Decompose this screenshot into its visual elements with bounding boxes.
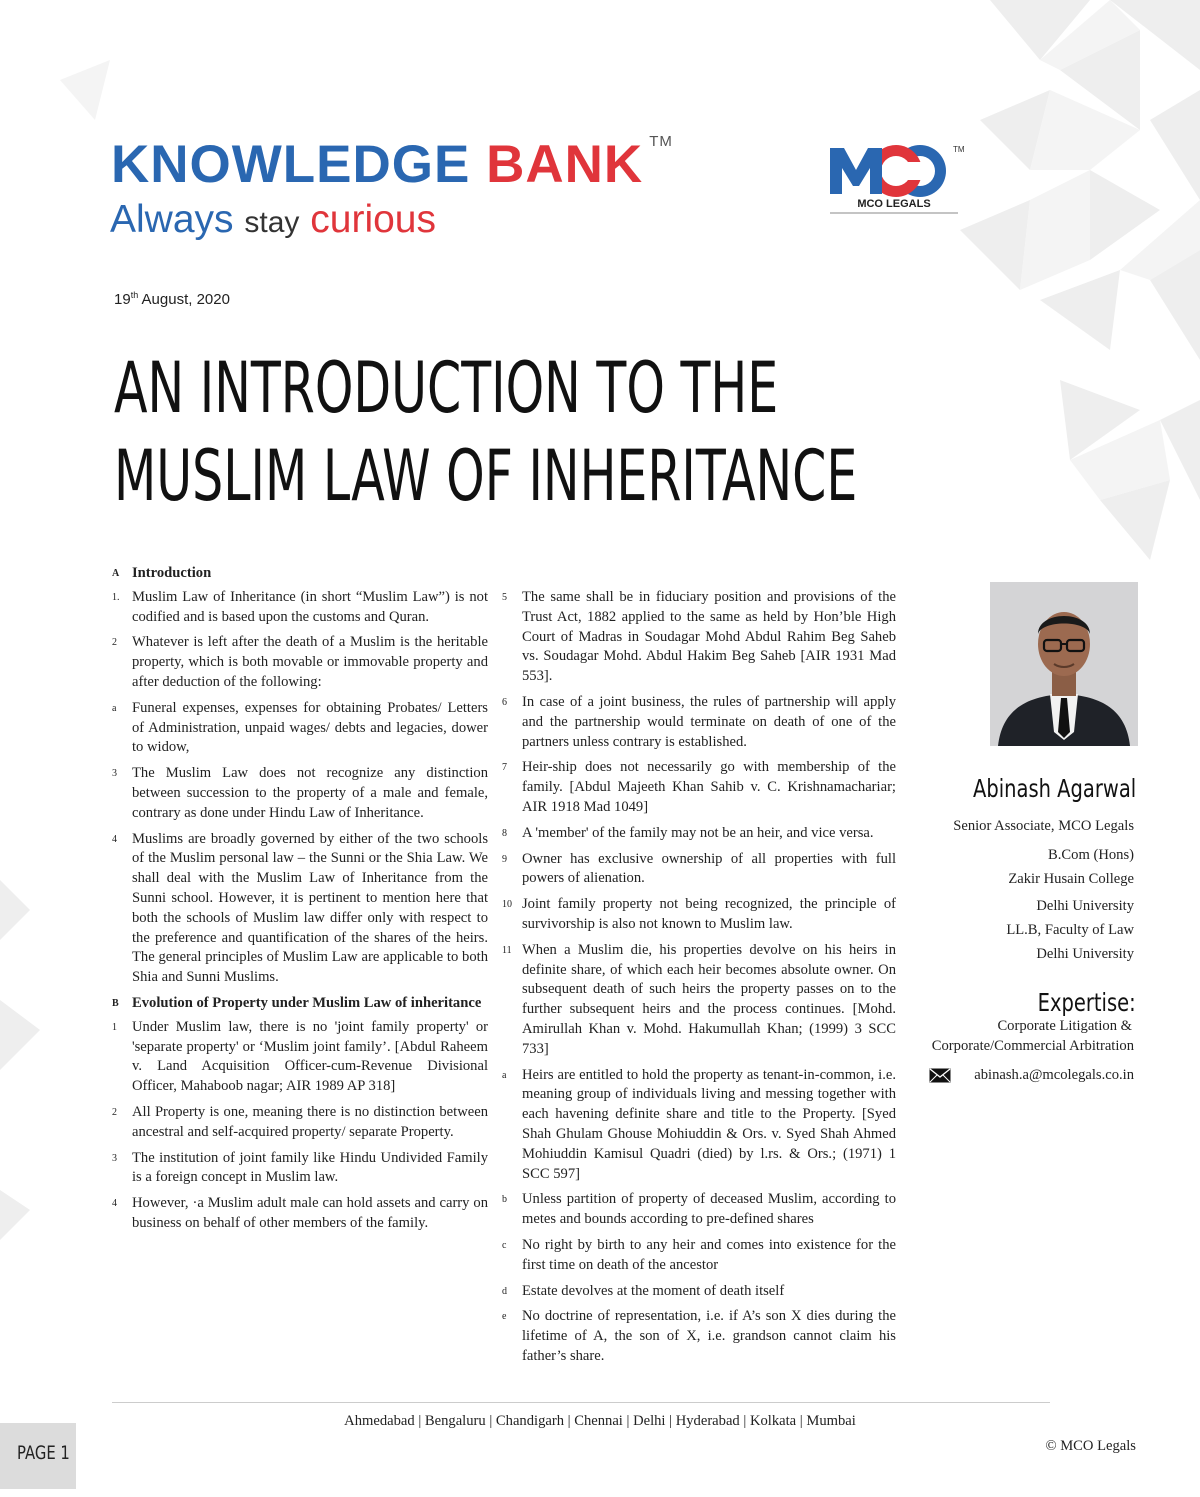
mco-logo	[828, 142, 965, 216]
item-marker: 3	[112, 1152, 117, 1164]
item-text: Heirs are entitled to hold the property as tenant-in-common, i.e. meaning group of individuals living and messing together with each havening definite share and title to the Property. [Syed Shah Ghulam Ghouse Mohiuddin & Ors. v. Syed Shah Ahmed Mohiuddin Kamisul Quadri (died) by l.rs. & Ors.; (1971) 1 SCC 597]	[522, 1066, 896, 1182]
list-item	[502, 758, 896, 817]
item-text: The same shall be in fiduciary position and provisions of the Trust Act, 1882 applied to the same as held by Hon’ble High Court of Madras in Soudagar Mohd Abdul Rahim Beg Saheb vs. Soudagar Mohd. Abdul Hakim Beg Saheb [AIR 1931 Mad 553].	[522, 589, 896, 685]
item-text: No right by birth to any heir and comes into existence for the first time on death of the ancestor	[522, 1236, 896, 1273]
item-marker: b	[502, 1194, 507, 1206]
tagline-always: Always	[110, 198, 234, 241]
expertise-line-1: Corporate Litigation &	[997, 1018, 1132, 1034]
knowledge-bank-heading	[111, 133, 673, 194]
tagline-stay: stay	[244, 206, 300, 239]
publication-date	[114, 290, 230, 308]
item-marker: 10	[502, 899, 512, 911]
list-item	[502, 1236, 896, 1276]
list-item	[502, 1066, 896, 1185]
list-item	[112, 764, 488, 823]
item-text: A 'member' of the family may not be an heir, and vice versa.	[522, 824, 874, 841]
item-text: The Muslim Law does not recognize any distinction between succession to the property of a male and female, contrary as done under Hindu Law of Inheritance.	[132, 765, 488, 821]
tagline-curious: curious	[310, 198, 436, 241]
expertise-line-2: Corporate/Commercial Arbitration	[931, 1038, 1134, 1054]
item-marker: 3	[112, 768, 117, 780]
author-role: Senior Associate, MCO Legals	[953, 818, 1134, 834]
list-item	[112, 1149, 488, 1189]
author-education-2: Zakir Husain College	[1008, 871, 1134, 887]
item-marker: a	[502, 1069, 507, 1081]
item-marker: 1	[112, 1021, 117, 1033]
item-marker: 7	[502, 762, 507, 774]
item-text: Muslims are broadly governed by either of the two schools of the Muslim personal law – the Sunni or the Shia Law. We shall deal with the Muslim Law of Inheritance from the Sunni school. However, it is pertinent to mention here that both the schools of Muslim law differ only with respect to the preference and quantification of the shares of the heirs. The general principles of Muslim Law are applicable to both Shia and Sunni Muslims.	[132, 830, 488, 986]
footer-divider	[112, 1402, 1050, 1403]
item-text: Muslim Law of Inheritance (in short “Muslim Law”) is not codified and is based upon the customs and Quran.	[132, 588, 488, 625]
item-marker: c	[502, 1239, 507, 1251]
logo-subtitle: MCO LEGALS	[857, 198, 931, 210]
item-text: Whatever is left after the death of a Muslim is the heritable property, which is both movable or immovable property and after deduction of the following:	[132, 634, 488, 690]
item-text: The institution of joint family like Hindu Undivided Family is a foreign concept in Muslim law.	[132, 1149, 488, 1186]
item-text: No doctrine of representation, i.e. if A’s son X dies during the lifetime of A, the son of X, i.e. grandson cannot claim his father’s share.	[522, 1308, 896, 1364]
item-marker: 11	[502, 944, 512, 956]
section-heading	[112, 994, 488, 1014]
item-text: Heir-ship does not necessarily go with membership of the family. [Abdul Majeeth Khan Sahib v. C. Krishnamachariar; AIR 1918 Mad 1049]	[522, 759, 896, 815]
author-photo	[990, 582, 1138, 746]
item-text: In case of a joint business, the rules of partnership will apply and the partnership would terminate on death of one of the partners unless contrary is established.	[522, 693, 896, 750]
list-item	[502, 941, 896, 1060]
list-item	[112, 830, 488, 988]
list-item	[502, 895, 896, 935]
item-text: Estate devolves at the moment of death itself	[522, 1282, 785, 1299]
body-column-right	[502, 588, 896, 1373]
footer-cities: Ahmedabad | Bengaluru | Chandigarh | Chennai | Delhi | Hyderabad | Kolkata | Mumbai	[344, 1413, 856, 1429]
item-text: Joint family property not being recognized, the principle of survivorship is also not known to Muslim law.	[522, 896, 896, 932]
item-text: Introduction	[132, 565, 212, 581]
article-title	[114, 344, 858, 520]
item-marker: 2	[112, 1106, 117, 1118]
expertise-heading: Expertise:	[1037, 988, 1136, 1017]
list-item	[112, 1018, 488, 1097]
author-email-link[interactable]: abinash.a@mcolegals.co.in	[974, 1067, 1134, 1083]
item-marker: A	[112, 568, 120, 579]
date-day: 19	[114, 291, 131, 308]
item-marker: 9	[502, 853, 507, 865]
list-item	[502, 1282, 896, 1302]
list-item	[502, 693, 896, 752]
item-text: Evolution of Property under Muslim Law of inheritance	[132, 994, 482, 1011]
mail-icon	[929, 1068, 951, 1083]
item-text: Under Muslim law, there is no 'joint family property' or 'separate property' or ‘Muslim joint family’. [Abdul Raheem v. Land Acquisition Officer-cum-Revenue Divisional Officer, Mahaboob nagar; AIR 1989 AP 318]	[132, 1018, 488, 1095]
title-line-1: AN INTRODUCTION TO THE	[114, 347, 779, 429]
item-marker: 6	[502, 696, 507, 708]
title-line-2: MUSLIM LAW OF INHERITANCE	[114, 435, 858, 517]
list-item	[502, 588, 896, 687]
list-item	[112, 699, 488, 758]
bank-word: BANK	[486, 135, 644, 194]
author-education-4: LL.B, Faculty of Law	[1006, 922, 1134, 938]
knowledge-word: KNOWLEDGE	[111, 135, 471, 194]
logo-trademark: TM	[953, 145, 965, 154]
list-item	[112, 1103, 488, 1143]
item-marker: e	[502, 1311, 507, 1323]
item-marker: 1.	[112, 591, 120, 603]
item-text: Funeral expenses, expenses for obtaining Probates/ Letters of Administration, unpaid wages/ debts and legacies, dower to widow,	[132, 699, 488, 756]
list-item	[502, 1307, 896, 1366]
date-suffix: th	[130, 290, 139, 300]
list-item	[112, 1194, 488, 1234]
item-marker: 4	[112, 833, 117, 845]
author-education-3: Delhi University	[1036, 898, 1134, 914]
item-text: When a Muslim die, his properties devolve on his heirs in definite share, of which each heir becomes absolute owner. On subsequent death of such heirs the property passes on to the further subsequent heirs and the process continues. [Mohd. Amirullah Khan v. Mohd. Hakumullah Khan; (1999) 3 SCC 733]	[522, 941, 896, 1057]
page-number: PAGE 1	[17, 1442, 70, 1464]
author-name: Abinash Agarwal	[972, 774, 1136, 803]
list-item	[112, 633, 488, 692]
item-text: However, ·a Muslim adult male can hold assets and carry on business on behalf of other members of the family.	[132, 1195, 488, 1231]
date-rest: August, 2020	[138, 291, 230, 308]
list-item	[112, 588, 488, 628]
item-text: All Property is one, meaning there is no distinction between ancestral and self-acquired property/ separate Property.	[132, 1103, 488, 1140]
list-item	[502, 1190, 896, 1230]
item-marker: 8	[502, 827, 507, 839]
copyright: © MCO Legals	[1045, 1438, 1136, 1454]
item-marker: 2	[112, 637, 117, 649]
item-marker: 5	[502, 592, 507, 603]
item-marker: 4	[112, 1198, 117, 1210]
item-marker: a	[112, 702, 117, 714]
trademark-mark: TM	[649, 133, 673, 150]
item-text: Unless partition of property of deceased Muslim, according to metes and bounds according to pre-defined shares	[522, 1191, 896, 1228]
list-item	[502, 850, 896, 890]
item-marker: B	[112, 997, 119, 1009]
author-education-5: Delhi University	[1036, 946, 1134, 962]
section-heading	[112, 564, 488, 584]
list-item	[502, 824, 896, 844]
body-column-left	[112, 564, 488, 1240]
tagline	[110, 200, 436, 239]
item-marker: d	[502, 1285, 507, 1297]
item-text: Owner has exclusive ownership of all properties with full powers of alienation.	[522, 850, 896, 887]
author-education-1: B.Com (Hons)	[1048, 847, 1134, 863]
